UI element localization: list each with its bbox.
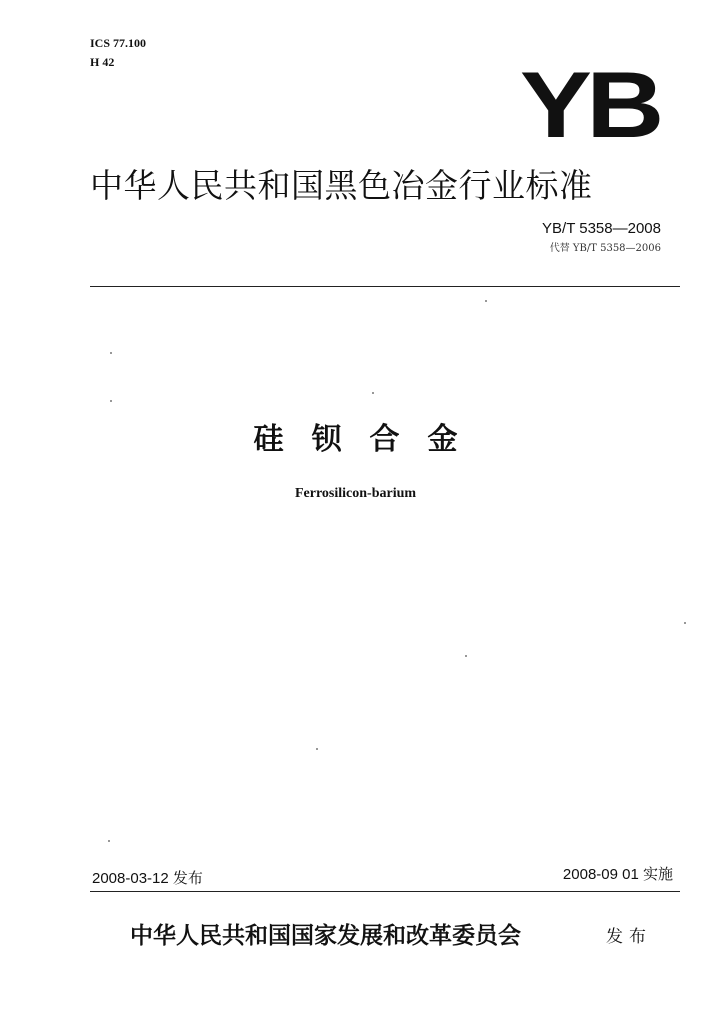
scan-speck <box>110 352 112 354</box>
implementation-date: 2008-09 01 实施 <box>562 866 673 883</box>
scan-speck <box>108 840 110 842</box>
standard-number: YB/T 5358—2008 <box>542 220 661 237</box>
scan-speck <box>485 300 487 302</box>
ccs-code: H 42 <box>90 55 115 69</box>
replaces-standard: 代替 YB/T 5358—2006 <box>549 243 661 254</box>
yb-logo: YB <box>520 52 659 157</box>
scan-speck <box>684 622 686 624</box>
header-divider <box>90 286 680 287</box>
industry-standard-title: 中华人民共和国黑色冶金行业标准 <box>90 166 593 205</box>
footer-divider <box>90 891 680 892</box>
ics-code: ICS 77.100 <box>90 36 147 50</box>
document-title-chinese: 硅钡合金 <box>253 422 486 457</box>
scan-speck <box>465 655 467 657</box>
scan-speck <box>316 748 318 750</box>
issue-date: 2008-03-12 发布 <box>92 870 203 887</box>
scan-speck <box>110 400 112 402</box>
issuing-authority: 中华人民共和国国家发展和改革委员会 <box>130 922 521 949</box>
issue-label: 发布 <box>606 927 652 947</box>
document-title-english: Ferrosilicon-barium <box>294 486 417 501</box>
scan-speck <box>372 392 374 394</box>
